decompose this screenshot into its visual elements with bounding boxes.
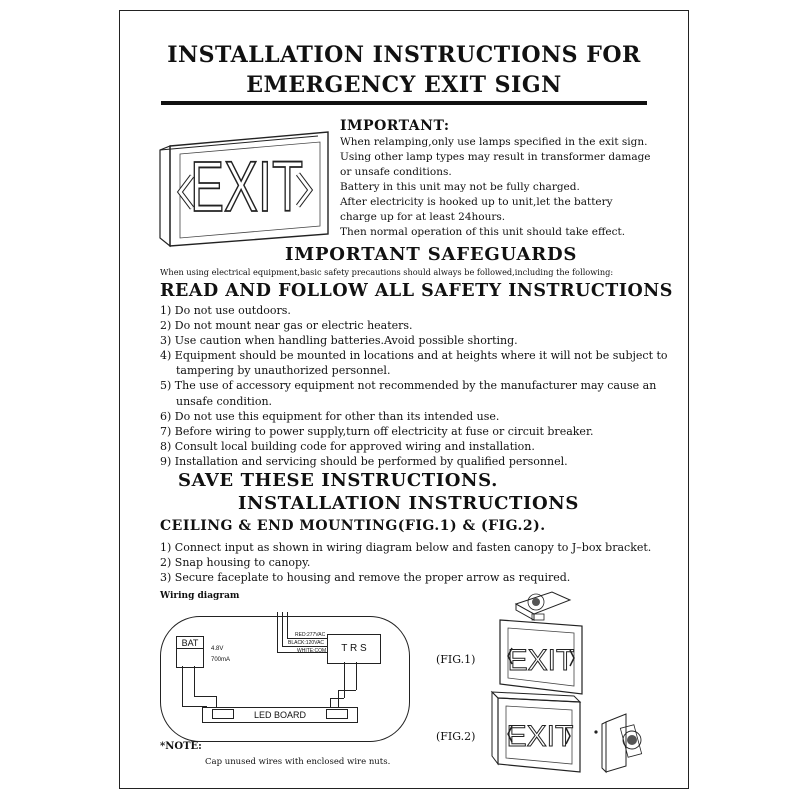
safeguards-intro: When using electrical equipment,basic safety precautions should always be followed,including the following: bbox=[160, 267, 614, 277]
save-instructions: SAVE THESE INSTRUCTIONS. bbox=[178, 470, 498, 491]
important-line: charge up for at least 24hours. bbox=[340, 211, 506, 223]
list-item: 5) The use of accessory equipment not recommended by the manufacturer may cause an bbox=[160, 379, 657, 393]
list-item: 7) Before wiring to power supply,turn off electricity at fuse or circuit breaker. bbox=[160, 424, 594, 438]
list-item: tampering by unauthorized personnel. bbox=[176, 364, 391, 378]
safety-list bbox=[160, 303, 668, 469]
safeguards-heading: IMPORTANT SAFEGUARDS bbox=[285, 244, 578, 265]
important-line: or unsafe conditions. bbox=[340, 166, 452, 178]
step-item: 3) Secure faceplate to housing and remove the proper arrow as required. bbox=[160, 571, 571, 585]
mounting-heading: CEILING & END MOUNTING(FIG.1) & (FIG.2). bbox=[160, 518, 546, 534]
read-follow-heading: READ AND FOLLOW ALL SAFETY INSTRUCTIONS bbox=[160, 281, 673, 301]
wire bbox=[194, 666, 195, 696]
important-text bbox=[340, 135, 651, 240]
list-item: unsafe condition. bbox=[176, 394, 273, 408]
wire-black-label: BLACK:120VAC bbox=[288, 640, 325, 646]
step-item: 2) Snap housing to canopy. bbox=[160, 556, 311, 570]
battery-voltage: 4.8V bbox=[211, 646, 224, 652]
wire-red-label: RED:277VAC bbox=[295, 632, 326, 638]
wire bbox=[277, 612, 278, 652]
important-line: Battery in this unit may not be fully charged. bbox=[340, 181, 580, 193]
fig2-illustration bbox=[490, 688, 650, 778]
page-title-line2: EMERGENCY EXIT SIGN bbox=[246, 72, 562, 98]
wiring-label: Wiring diagram bbox=[160, 591, 240, 601]
installation-steps bbox=[160, 540, 651, 585]
fig1-illustration bbox=[496, 586, 592, 696]
battery-box bbox=[176, 648, 204, 668]
list-item: 1) Do not use outdoors. bbox=[160, 304, 291, 317]
exit-sign-illustration bbox=[158, 128, 334, 248]
important-line: After electricity is hooked up to unit,let the battery bbox=[340, 196, 613, 208]
note-label: *NOTE: bbox=[160, 741, 202, 752]
wire bbox=[344, 662, 345, 698]
important-line: Then normal operation of this unit should take effect. bbox=[340, 226, 626, 238]
important-line: Using other lamp types may result in transformer damage bbox=[340, 151, 651, 163]
installation-heading: INSTALLATION INSTRUCTIONS bbox=[238, 493, 579, 514]
led-connector-right bbox=[326, 709, 348, 719]
list-item: 9) Installation and servicing should be performed by qualified personnel. bbox=[160, 454, 568, 468]
battery-capacity: 700mA bbox=[211, 657, 231, 663]
list-item: 8) Consult local building code for approved wiring and installation. bbox=[160, 439, 535, 453]
wire bbox=[338, 690, 339, 708]
list-item: 3) Use caution when handling batteries.Avoid possible shorting. bbox=[160, 334, 518, 348]
list-item: 2) Do not mount near gas or electric heaters. bbox=[160, 319, 413, 333]
important-line: When relamping,only use lamps specified in the exit sign. bbox=[340, 136, 648, 148]
fig2-sign-text: EXIT bbox=[506, 720, 574, 753]
list-item: 4) Equipment should be mounted in locations and at heights where it will not be subject to bbox=[160, 349, 668, 363]
step-item: 1) Connect input as shown in wiring diagram below and fasten canopy to J–box bracket. bbox=[160, 541, 652, 554]
wire bbox=[182, 666, 183, 706]
led-connector-left bbox=[212, 709, 234, 719]
fig1-label: (FIG.1) bbox=[436, 653, 476, 666]
wire bbox=[338, 690, 356, 691]
wire bbox=[287, 638, 327, 639]
title-rule bbox=[161, 101, 647, 105]
wire bbox=[282, 612, 283, 646]
wire bbox=[194, 696, 216, 697]
fig2-label: (FIG.2) bbox=[436, 730, 476, 743]
page-title-line1: INSTALLATION INSTRUCTIONS FOR bbox=[167, 42, 641, 68]
wire-white-label: WHITE:COM bbox=[297, 648, 327, 654]
note-text: Cap unused wires with enclosed wire nuts. bbox=[205, 757, 391, 767]
wire bbox=[356, 662, 357, 690]
list-item: 6) Do not use this equipment for other than its intended use. bbox=[160, 409, 500, 423]
wire bbox=[287, 612, 288, 638]
wire bbox=[282, 646, 327, 647]
trs-terminal: T R S bbox=[327, 634, 381, 664]
battery-label: BAT bbox=[176, 636, 204, 650]
sign-text: EXIT bbox=[190, 147, 304, 227]
fig1-sign-text: EXIT bbox=[507, 644, 575, 677]
wire bbox=[330, 698, 344, 699]
led-board-label: LED BOARD bbox=[253, 710, 306, 720]
important-heading: IMPORTANT: bbox=[340, 118, 450, 134]
